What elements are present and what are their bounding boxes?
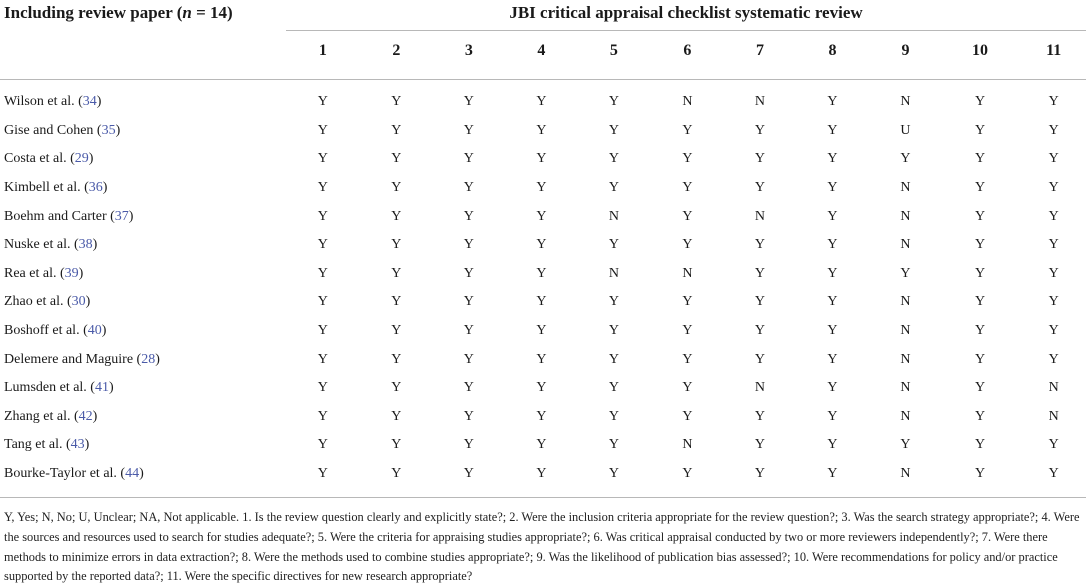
rating-cell: Y [827,265,838,281]
rating-cell: Y [536,151,547,167]
rating-cell: Y [317,151,328,167]
rating-cell: Y [536,180,547,196]
reference-link[interactable]: 38 [78,237,93,253]
column-number-1: 1 [318,42,327,59]
appraisal-table [0,37,1089,488]
rating-cell: Y [754,437,765,453]
reference-close-paren: ) [128,208,134,224]
rating-cell: Y [463,94,474,110]
rating-cell: Y [391,466,402,482]
rating-cell: Y [536,408,547,424]
reference-close-paren: ) [139,466,144,482]
rating-cell: Y [974,466,986,482]
rating-cell: Y [1048,265,1059,281]
rating-cell: Y [682,237,693,253]
rating-cell: N [682,94,693,110]
rating-cell: Y [682,323,693,339]
rating-cell: Y [317,265,328,281]
rating-cell: Y [974,351,986,367]
rating-cell: N [900,323,911,339]
rating-cell: Y [463,180,474,196]
rating-cell: Y [536,351,547,367]
rating-cell: Y [317,122,328,138]
rating-cell: Y [463,294,474,310]
rating-cell: Y [827,380,838,396]
table-row [0,88,1089,117]
study-name: Boehm and Carter ( [4,208,115,224]
rating-cell: Y [682,380,693,396]
header-bottom-rule [0,79,1086,80]
column-number-8: 8 [828,42,837,59]
rating-cell: Y [974,94,986,110]
rating-cell: Y [608,408,619,424]
rating-cell: Y [463,466,474,482]
table-row [0,288,1089,317]
rating-cell: Y [682,180,693,196]
reference-link[interactable]: 35 [101,122,116,138]
rating-cell: N [900,466,911,482]
rating-cell: N [608,265,619,281]
rating-cell: Y [754,323,765,339]
rating-cell: Y [391,351,402,367]
rating-cell: Y [317,94,328,110]
table-row [0,460,1089,489]
rating-cell: N [754,380,765,396]
column-number-6: 6 [683,42,692,59]
rating-cell: Y [608,294,619,310]
table-row [0,374,1089,403]
rating-cell: Y [608,122,619,138]
rating-cell: Y [536,323,547,339]
rating-cell: Y [317,323,328,339]
study-name-cell [0,403,285,432]
rating-cell: Y [463,151,474,167]
rating-cell: Y [1048,237,1059,253]
rating-cell: Y [391,265,402,281]
reference-link[interactable]: 39 [64,265,79,281]
rating-cell: Y [1048,94,1059,110]
rating-cell: N [1048,380,1059,396]
rating-cell: U [900,122,911,138]
rating-cell: Y [1048,437,1059,453]
rating-cell: Y [536,122,547,138]
study-name-cell [0,202,285,231]
rating-cell: Y [682,151,693,167]
reference-link[interactable]: 40 [87,323,102,339]
rating-cell: Y [754,180,765,196]
rating-cell: Y [536,265,547,281]
study-name-cell [0,317,285,346]
reference-close-paren: ) [85,294,91,310]
rating-cell: Y [317,294,328,310]
rating-cell: Y [682,408,693,424]
rating-cell: Y [391,151,402,167]
rating-cell: Y [974,180,986,196]
study-name: Wilson et al. ( [4,94,83,110]
table-footnote: Y, Yes; N, No; U, Unclear; NA, Not applicable. 1. Is the review question clearly and explicitly state?; 2. Were the inclusion criteria appropriate for the review question?; 3. Was the search strategy appropriate?; 4. Were the sources and resources used to search for studies adequate?; 5. Were the criteria for appraising studies appropriate?; 6. Was critical appraisal conducted by two or more reviewers independently?; 7. Were there methods to minimize errors in data extraction?; 8. Were the methods used to combine studies appropriate?; 9. Was the likelihood of publication bias assessed?; 10. Were recommendations for policy and/or practice supported by the reported data?; 11. Were the specific directives for new research appropriate? [4,510,1080,584]
reference-link[interactable]: 36 [88,180,103,196]
checklist-group-header: JBI critical appraisal checklist systematic review [509,3,863,22]
rating-cell: Y [754,122,765,138]
rating-cell: Y [754,294,765,310]
rating-cell: Y [463,323,474,339]
rating-cell: Y [391,408,402,424]
reference-link[interactable]: 30 [71,294,86,310]
rating-cell: Y [536,380,547,396]
column-number-10: 10 [972,42,989,59]
rating-cell: Y [827,151,838,167]
table-row [0,174,1089,203]
rating-cell: Y [754,351,765,367]
column-number-9: 9 [901,42,910,59]
rating-cell: Y [391,208,402,224]
study-name-cell [0,231,285,260]
reference-link[interactable]: 28 [141,351,156,367]
rating-cell: N [900,294,911,310]
rating-cell: Y [682,351,693,367]
column-number-4: 4 [537,42,546,59]
study-name: Zhao et al. ( [4,294,72,310]
study-name: Rea et al. ( [4,265,65,281]
column-number-row [0,37,1089,65]
group-header-rule [286,30,1086,31]
reference-close-paren: ) [101,323,107,339]
rating-cell: Y [391,122,402,138]
rating-cell: Y [900,151,911,167]
study-name: Boshoff et al. ( [4,323,88,339]
study-name: Kimbell et al. ( [4,180,89,196]
rating-cell: N [754,94,765,110]
reference-close-paren: ) [92,408,98,424]
study-name-cell [0,374,285,403]
rating-cell: Y [1048,208,1059,224]
rating-cell: N [900,408,911,424]
table-row [0,345,1089,374]
reference-close-paren: ) [96,94,102,110]
table-row [0,431,1089,460]
column-number-7: 7 [755,42,764,59]
rating-cell: Y [827,323,838,339]
rating-cell: Y [1048,294,1059,310]
reference-link[interactable]: 34 [82,94,97,110]
study-name: Costa et al. ( [4,151,75,167]
rating-cell: Y [754,237,765,253]
rating-cell: Y [608,237,619,253]
rating-cell: N [900,180,911,196]
reference-link[interactable]: 44 [125,466,140,482]
reference-link[interactable]: 42 [78,408,93,424]
rating-cell: Y [974,151,986,167]
rating-cell: Y [827,122,838,138]
reference-close-paren: ) [84,437,90,453]
column-number-5: 5 [609,42,618,59]
rating-cell: Y [1048,151,1059,167]
rating-cell: Y [974,294,986,310]
rating-cell: Y [754,408,765,424]
study-column-header [4,2,233,24]
rating-cell: Y [1048,466,1059,482]
rating-cell: Y [608,351,619,367]
column-number-2: 2 [392,42,401,59]
rating-cell: Y [900,265,911,281]
rating-cell: Y [900,437,911,453]
reference-link[interactable]: 37 [114,208,129,224]
rating-cell: Y [608,323,619,339]
header-spacer-row [0,65,1089,88]
table-row [0,317,1089,346]
reference-link[interactable]: 41 [94,380,109,396]
study-name: Delemere and Maguire ( [4,351,142,367]
rating-cell: Y [827,294,838,310]
rating-cell: N [900,208,911,224]
rating-cell: N [1048,408,1059,424]
rating-cell: Y [1048,180,1059,196]
reference-link[interactable]: 43 [70,437,85,453]
rating-cell: Y [463,380,474,396]
rating-cell: Y [682,466,693,482]
rating-cell: Y [827,208,838,224]
study-name-cell [0,88,285,117]
rating-cell: Y [463,122,474,138]
appraisal-table-body [0,65,1089,488]
rating-cell: Y [1048,323,1059,339]
rating-cell: Y [317,408,328,424]
rating-cell: Y [827,237,838,253]
rating-cell: Y [754,151,765,167]
rating-cell: N [900,237,911,253]
study-name: Tang et al. ( [4,437,71,453]
reference-link[interactable]: 29 [74,151,89,167]
study-name: Bourke-Taylor et al. ( [4,466,126,482]
rating-cell: N [900,94,911,110]
rating-cell: Y [608,437,619,453]
study-name: Nuske et al. ( [4,237,79,253]
rating-cell: N [900,351,911,367]
study-name-cell [0,145,285,174]
study-name-cell [0,460,285,489]
table-row [0,403,1089,432]
table-bottom-rule [0,497,1086,498]
rating-cell: Y [827,351,838,367]
reference-close-paren: ) [155,351,160,367]
rating-cell: Y [391,437,402,453]
rating-cell: Y [1048,351,1059,367]
rating-cell: Y [608,380,619,396]
reference-close-paren: ) [102,180,108,196]
column-number-11: 11 [1046,42,1062,59]
rating-cell: N [608,208,619,224]
reference-close-paren: ) [115,122,121,138]
rating-cell: Y [827,94,838,110]
reference-close-paren: ) [78,265,84,281]
rating-cell: Y [608,180,619,196]
reference-close-paren: ) [108,380,114,396]
rating-cell: Y [974,265,986,281]
rating-cell: Y [974,380,986,396]
rating-cell: Y [754,265,765,281]
rating-cell: Y [974,437,986,453]
rating-cell: N [754,208,765,224]
study-name-cell [0,260,285,289]
rating-cell: Y [317,208,328,224]
study-name-cell [0,431,285,460]
rating-cell: Y [536,94,547,110]
rating-cell: Y [682,208,693,224]
rating-cell: Y [536,294,547,310]
study-name-cell [0,345,285,374]
table-row [0,145,1089,174]
study-name-cell [0,117,285,146]
study-name-cell [0,174,285,203]
rating-cell: Y [608,466,619,482]
rating-cell: Y [608,94,619,110]
table-row [0,202,1089,231]
rating-cell: Y [536,237,547,253]
table-row [0,231,1089,260]
column-number-3: 3 [464,42,473,59]
rating-cell: Y [974,208,986,224]
rating-cell: Y [463,408,474,424]
study-name: Zhang et al. ( [4,408,79,424]
rating-cell: Y [682,294,693,310]
rating-cell: Y [317,466,328,482]
rating-cell: Y [536,437,547,453]
reference-close-paren: ) [88,151,94,167]
rating-cell: N [682,265,693,281]
rating-cell: Y [974,408,986,424]
rating-cell: Y [317,180,328,196]
rating-cell: Y [317,437,328,453]
rating-cell: Y [536,466,547,482]
rating-cell: Y [391,380,402,396]
reference-close-paren: ) [92,237,98,253]
rating-cell: Y [827,408,838,424]
rating-cell: Y [463,437,474,453]
rating-cell: Y [536,208,547,224]
column-header-blank [0,37,285,65]
table-row [0,260,1089,289]
rating-cell: Y [827,437,838,453]
rating-cell: Y [317,380,328,396]
rating-cell: N [682,437,693,453]
rating-cell: Y [391,94,402,110]
rating-cell: Y [974,323,986,339]
study-name: Gise and Cohen ( [4,122,102,138]
rating-cell: Y [974,122,986,138]
rating-cell: Y [463,237,474,253]
study-name: Lumsden et al. ( [4,380,95,396]
rating-cell: Y [317,351,328,367]
rating-cell: Y [827,180,838,196]
rating-cell: Y [1048,122,1059,138]
study-header-n: n [182,3,192,22]
rating-cell: Y [317,237,328,253]
table-row [0,117,1089,146]
rating-cell: Y [391,180,402,196]
rating-cell: Y [682,122,693,138]
rating-cell: Y [463,351,474,367]
rating-cell: Y [974,237,986,253]
study-header-prefix: Including review paper ( [4,3,183,22]
rating-cell: Y [608,151,619,167]
rating-cell: Y [463,208,474,224]
rating-cell: Y [463,265,474,281]
rating-cell: Y [827,466,838,482]
rating-cell: Y [391,323,402,339]
rating-cell: Y [391,237,402,253]
study-header-suffix: = 14) [191,3,233,22]
study-name-cell [0,288,285,317]
rating-cell: Y [754,466,765,482]
rating-cell: N [900,380,911,396]
rating-cell: Y [391,294,402,310]
